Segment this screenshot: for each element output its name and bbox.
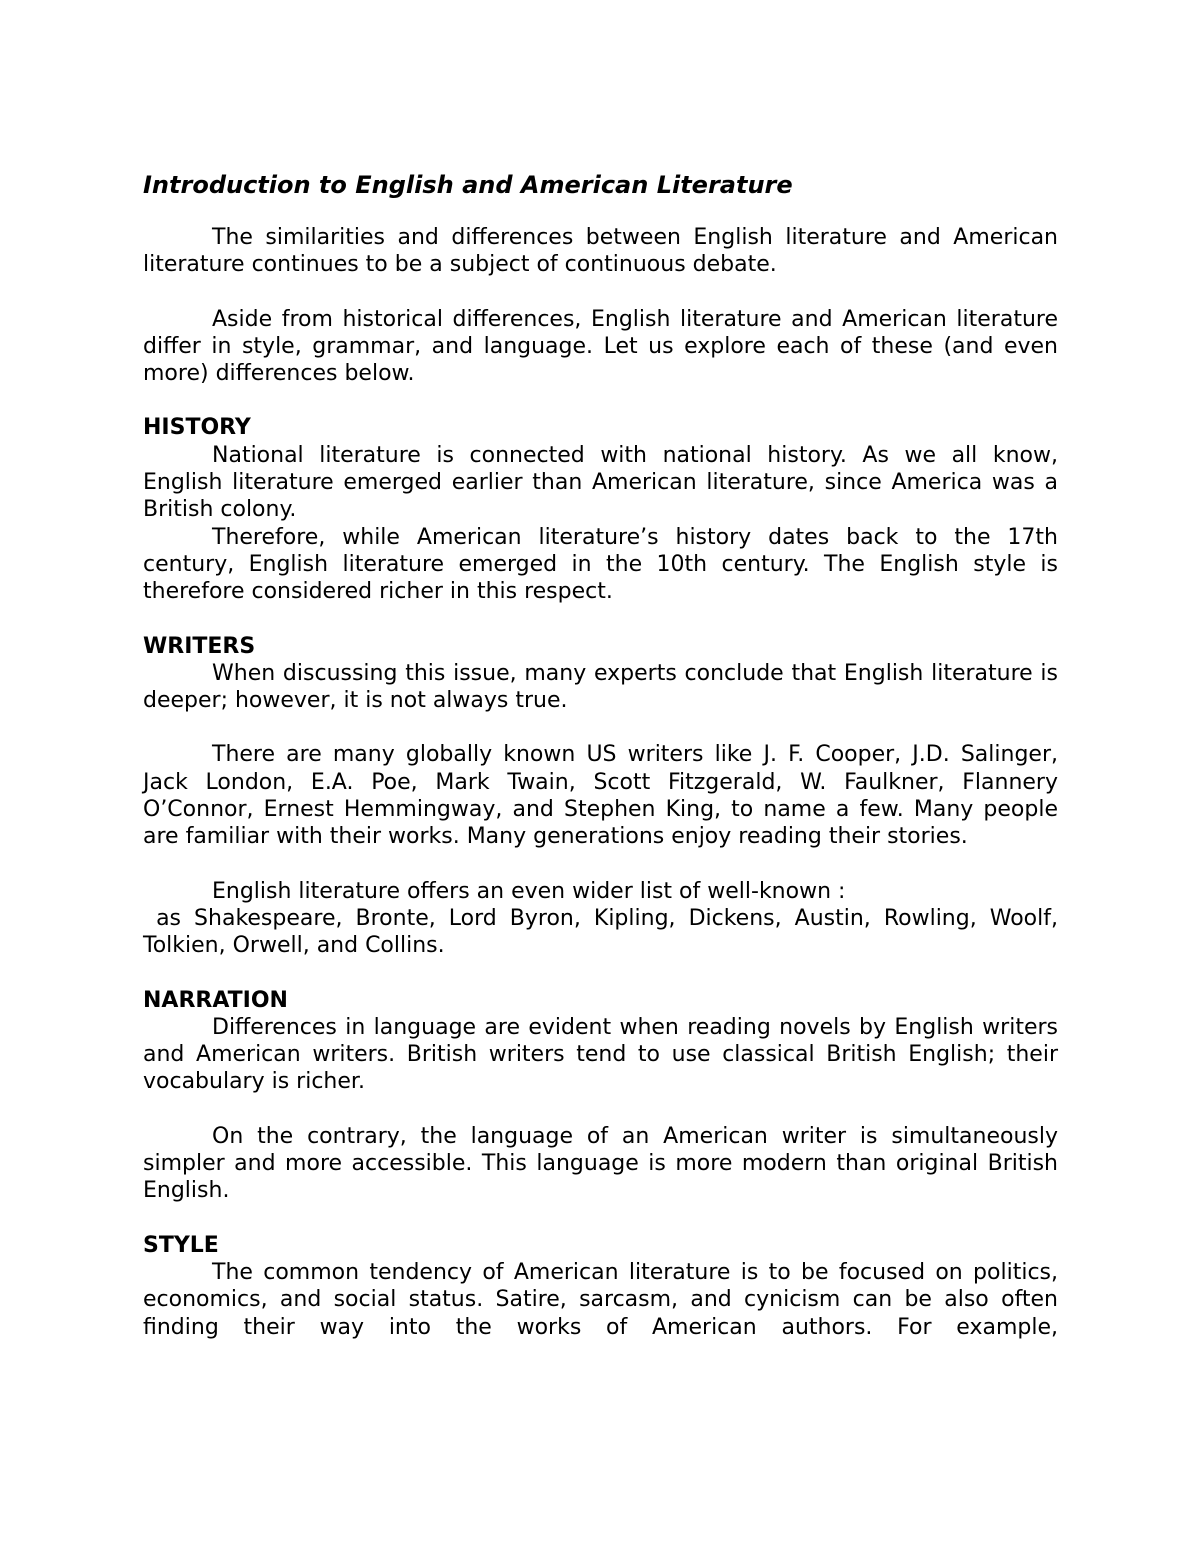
intro-paragraph-1: The similarities and differences between English literature and American literature continues to be a subject of continuous debate. [143,225,1058,278]
history-paragraph-1: National literature is connected with national history. As we all know, English literature emerged earlier than American literature, since America was a British colony. [143,442,1058,523]
writers-paragraph-3-line-1: English literature offers an even wider list of well-known : [212,878,846,904]
section-heading-history: HISTORY [143,415,251,441]
style-paragraph-1: The common tendency of American literature is to be focused on politics, economics, and social status. Satire, sarcasm, and cynicism can be also often finding their way into the works of American authors. For example, [143,1259,1058,1340]
writers-paragraph-1: When discussing this issue, many experts conclude that English literature is deeper; however, it is not always true. [143,660,1058,714]
section-heading-writers: WRITERS [143,633,256,659]
intro-paragraph-2: Aside from historical differences, English literature and American literature differ in style, grammar, and language. Let us explore each of these (and even more) differences below. [143,306,1058,387]
document-page [143,168,1065,1341]
narration-paragraph-1: Differences in language are evident when reading novels by English writers and American writers. British writers tend to use classical British English; their vocabulary is richer. [143,1014,1058,1095]
section-heading-style: STYLE [143,1232,219,1258]
section-heading-narration: NARRATION [143,987,288,1013]
writers-paragraph-2: There are many globally known US writers like J. F. Cooper, J.D. Salinger, Jack London, E.A. Poe, Mark Twain, Scott Fitzgerald, W. Faulkner, Flannery O’Connor, Ernest Hemmingway, and Stephen King, to name a few. Many people are familiar with their works. Many generations enjoy reading their stories. [143,742,1058,850]
narration-paragraph-2: On the contrary, the language of an American writer is simultaneously simpler and more accessible. This language is more modern than original British English. [143,1123,1058,1204]
history-paragraph-2: Therefore, while American literature’s history dates back to the 17th century, English literature emerged in the 10th century. The English style is therefore considered richer in this respect. [143,524,1058,605]
writers-paragraph-3-rest: as Shakespeare, Bronte, Lord Byron, Kipling, Dickens, Austin, Rowling, Woolf, Tolkien, Orwell, and Collins. [143,905,1065,959]
document-title: Introduction to English and American Literature [143,171,793,199]
